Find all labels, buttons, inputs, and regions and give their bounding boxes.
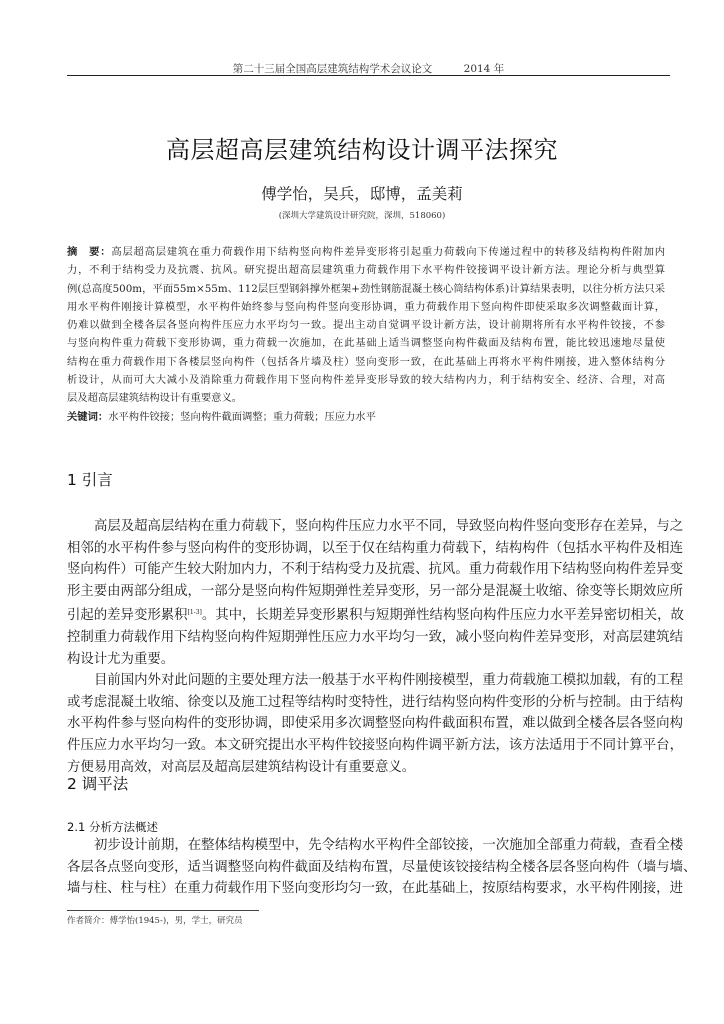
affiliation: (深圳大学建筑设计研究院，深圳，518060) (278, 211, 446, 221)
paragraph-line: 竖向构件）可能产生较大附加内力，不利于结构受力及抗震、抗风。重力荷载作用下结构竖向构件差异变 (67, 562, 683, 578)
paragraph-line: 初步设计前期，在整体结构模型中，先令结构水平构件全部铰接，一次施加全部重力荷载，查看全楼 (94, 838, 684, 853)
paragraph-line: 件压应力水平均匀一致。本文研究提出水平构件铰接竖向构件调平新方法，该方法适用于不同计算平台， (67, 737, 683, 753)
paragraph-line: 高层及超高层结构在重力荷载下，竖向构件压应力水平不同，导致竖向构件竖向变形存在差异，与之 (94, 519, 684, 534)
paragraph-line: 目前国内外对此问题的主要处理方法一般基于水平构件刚接模型，重力荷载施工模拟加载，有的工程 (94, 673, 684, 689)
introduction-body (67, 516, 684, 778)
subsection-heading: 2.1 分析方法概述 (67, 820, 158, 834)
abstract-line: 摘 要：高层超高层建筑在重力荷载作用下结构竖向构件差异变形将引起重力荷载向下传递过程中的转移及结构构件附加内 (67, 246, 666, 258)
citation-ref: [1-3] (187, 609, 202, 617)
conference-year: 2014 年 (463, 63, 505, 75)
keywords-label: 关键词： (67, 410, 109, 423)
keywords-text: 水平构件铰接；竖向构件截面调整；重力荷载；压应力水平 (108, 410, 376, 423)
paragraph-line: 墙与柱、柱与柱）在重力荷载作用下竖向变形均匀一致，在此基础上，按原结构要求，水平构件刚接，进 (67, 881, 683, 897)
keywords (67, 408, 665, 426)
paper-title: 高层超高层建筑结构设计调平法探究 (166, 136, 558, 164)
abstract-line: 用水平构件刚接计算模型，水平构件始终参与竖向构件竖向变形协调，重力荷载作用下竖向构件即使采取多次调整截面计算， (67, 300, 665, 313)
paragraph-line: 相邻的水平构件参与竖向构件的变形协调，以至于仅在结构重力荷载下，结构构件（包括水平构件及相连 (67, 540, 683, 556)
author-footnote: 作者简介：傅学怡(1945-)，男，学士，研究员 (67, 916, 243, 926)
paragraph-line: 形主要由两部分组成，一部分是竖向构件短期弹性差异变形，另一部分是混凝土收缩、徐变等长期效应所 (67, 583, 683, 599)
abstract-line: 析设计，从而可大大减小及消除重力荷载作用下竖向构件差异变形导致的较大结构内力，利于结构安全、经济、合理，对高 (67, 374, 665, 387)
author-list: 傅学怡，吴兵，邸博，孟美莉 (261, 185, 463, 203)
abstract-line: 仍难以做到全楼各层各竖向构件压应力水平均匀一致。提出主动自觉调平设计新方法，设计前期将所有水平构件铰接，不参 (67, 319, 665, 332)
paragraph-line: 构设计尤为重要。 (67, 651, 175, 667)
paragraph-line: 或考虑混凝土收缩、徐变以及施工过程等结构时变特性，进行结构竖向构件变形的分析与控制。由于结构 (67, 694, 683, 710)
abstract-label: 摘 要： (67, 246, 112, 258)
abstract (67, 243, 665, 426)
paragraph-line: 各层各点竖向变形，适当调整竖向构件截面及结构布置，尽量使该铰接结构全楼各层各竖向构件（墙与墙、 (67, 859, 697, 875)
section-heading-introduction: 1 引言 (67, 471, 113, 489)
footnote-rule (67, 910, 259, 911)
paragraph-line: 引起的差异变形累积[1-3]。其中，长期差异变形累积与短期弹性结构竖向构件压应力水平差异密切相关，故 (67, 608, 684, 624)
method-body (67, 835, 697, 900)
paragraph-line: 水平构件参与竖向构件的变形协调，即使采用多次调整竖向构件截面积布置，难以做到全楼各层各竖向构 (67, 716, 683, 732)
conference-name: 第二十三届全国高层建筑结构学术会议论文 (232, 63, 433, 75)
paragraph-line: 控制重力荷载作用下结构竖向构件短期弹性压应力水平均匀一致，减小竖向构件差异变形，对高层建筑结 (67, 629, 683, 645)
running-header (67, 61, 670, 76)
paragraph-line: 方便易用高效，对高层及超高层建筑结构设计有重要意义。 (67, 759, 416, 775)
abstract-line: 层及超高层建筑结构设计有重要意义。 (67, 392, 243, 405)
abstract-line: 与竖向构件重力荷载下变形协调，重力荷载一次施加，在此基础上适当调整竖向构件截面及结构布置，能比较迅速地尽量使 (67, 337, 665, 350)
section-heading-method: 2 调平法 (67, 775, 129, 793)
abstract-line: 例(总高度500m，平面55m×55m、112层巨型钢斜撑外框架+劲性钢筋混凝土核心筒结构体系)计算结果表明，以往分析方法只采 (67, 282, 665, 295)
abstract-line: 结构在重力荷载作用下各楼层竖向构件（包括各片墙及柱）竖向变形一致，在此基础上再将水平构件刚接，进入整体结构分 (67, 355, 665, 368)
header-rule (67, 75, 670, 76)
abstract-line: 力，不利于结构受力及抗震、抗风。研究提出超高层建筑重力荷载作用下水平构件铰接调平设计新方法。理论分析与典型算 (67, 264, 665, 277)
